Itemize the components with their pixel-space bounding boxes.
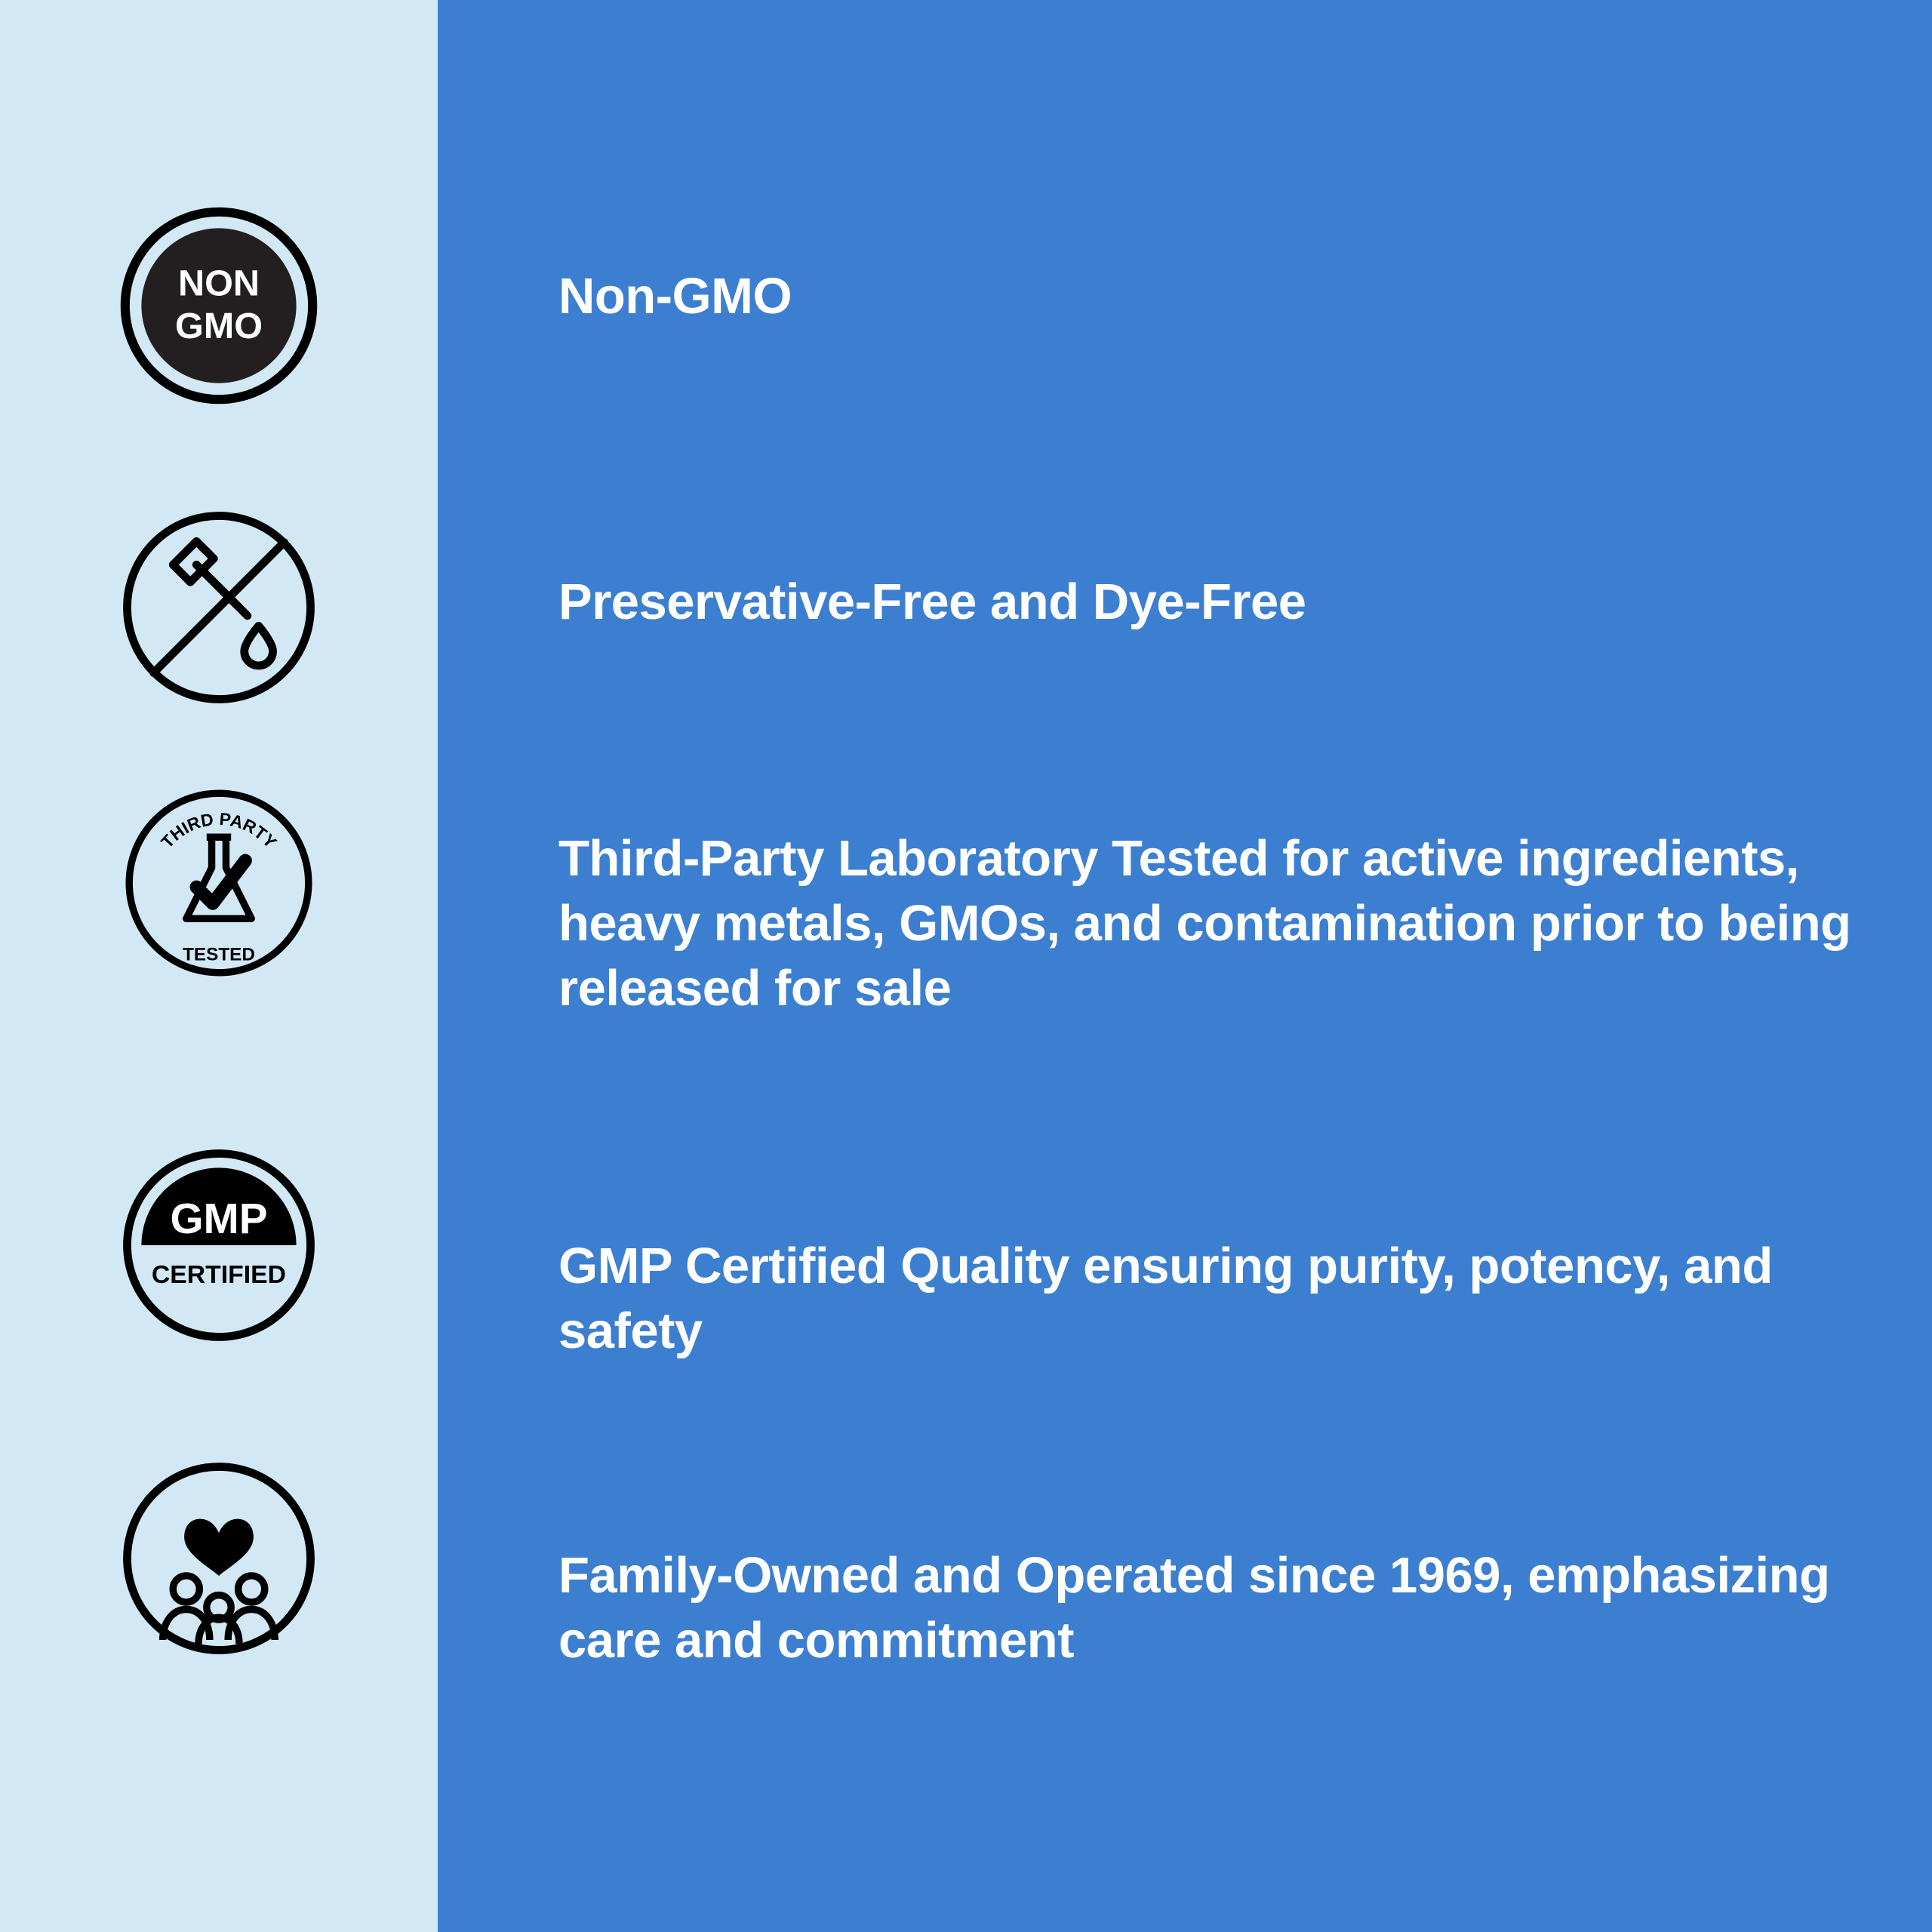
svg-text:CERTIFIED: CERTIFIED	[151, 1260, 287, 1289]
feature-label-third-party-tested: Third-Party Laboratory Tested for active ingredients, heavy metals, GMOs, and contamination prior to being released for sale	[558, 830, 1851, 1017]
svg-text:GMP: GMP	[170, 1195, 268, 1243]
non-gmo-badge-icon	[117, 204, 321, 408]
svg-text:TESTED: TESTED	[183, 944, 255, 965]
third-party-tested-flask-icon	[117, 781, 321, 985]
gmp-certified-badge-icon	[117, 1143, 321, 1347]
feature-label-non-gmo: Non-GMO	[558, 268, 792, 325]
svg-text:NON: NON	[178, 263, 260, 304]
family-owned-heart-icon	[117, 1457, 321, 1660]
text-column	[438, 0, 1932, 1932]
svg-text:GMO: GMO	[174, 306, 263, 347]
feature-label-gmp-certified: GMP Certified Quality ensuring purity, potency, and safety	[558, 1238, 1773, 1359]
no-dropper-preservative-free-icon	[117, 506, 321, 709]
icon-column	[0, 0, 438, 1932]
svg-text:THIRD PARTY: THIRD PARTY	[157, 808, 281, 852]
feature-label-preservative-free: Preservative-Free and Dye-Free	[558, 574, 1306, 630]
feature-label-family-owned: Family-Owned and Operated since 1969, emphasizing care and commitment	[558, 1547, 1830, 1669]
